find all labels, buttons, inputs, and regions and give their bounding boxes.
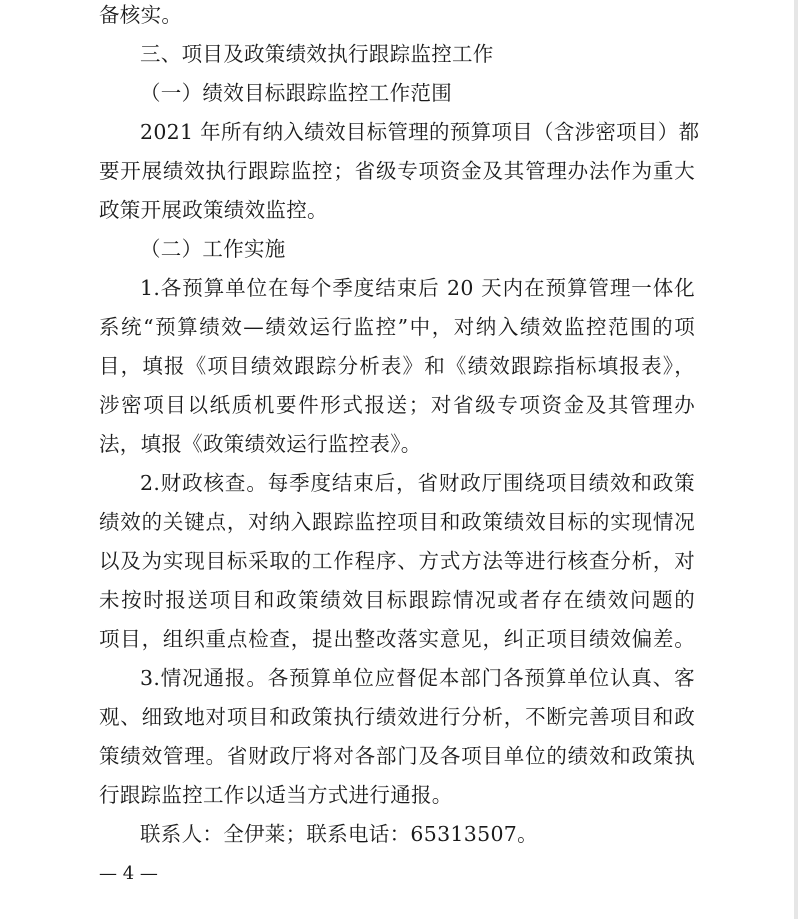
text-line: 行跟踪监控工作以适当方式进行通报。: [99, 783, 453, 807]
text-line: 要开展绩效执行跟踪监控；省级专项资金及其管理办法作为重大: [99, 159, 695, 183]
text-line: 2.财政核查。每季度结束后，省财政厅围绕项目绩效和政策: [140, 471, 695, 495]
text-line: 3.情况通报。各预算单位应督促本部门各预算单位认真、客: [140, 666, 695, 690]
sub-heading-implementation: （二）工作实施: [140, 237, 286, 261]
document-body: [99, 0, 699, 854]
text-line: 未按时报送项目和政策绩效目标跟踪情况或者存在绩效问题的: [99, 588, 695, 612]
text-line: 以及为实现目标采取的工作程序、方式方法等进行核查分析，对: [99, 549, 695, 573]
text-line: 涉密项目以纸质机要件形式报送；对省级专项资金及其管理办: [99, 393, 695, 417]
text-line: 观、细致地对项目和政策执行绩效进行分析，不断完善项目和政: [99, 705, 695, 729]
sub-heading-scope: （一）绩效目标跟踪监控工作范围: [140, 81, 452, 105]
contact-line: 联系人：全伊莱；联系电话：65313507。: [140, 822, 538, 846]
text-line: 1.各预算单位在每个季度结束后 20 天内在预算管理一体化: [140, 276, 695, 300]
text-line: 策绩效管理。省财政厅将对各部门及各项目单位的绩效和政策执: [99, 744, 695, 768]
section-heading: 三、项目及政策绩效执行跟踪监控工作: [140, 42, 494, 66]
text-line: 2021 年所有纳入绩效目标管理的预算项目（含涉密项目）都: [140, 120, 700, 144]
text-line: 备核实。: [99, 3, 183, 27]
text-line: 项目，组织重点检查，提出整改落实意见，纠正项目绩效偏差。: [99, 627, 695, 651]
page-edge-divider: [794, 0, 798, 919]
text-line: 法，填报《政策绩效运行监控表》。: [99, 432, 422, 456]
text-line: 系统“预算绩效—绩效运行监控”中，对纳入绩效监控范围的项: [99, 315, 695, 339]
text-line: 目，填报《项目绩效跟踪分析表》和《绩效跟踪指标填报表》，: [99, 354, 695, 378]
text-line: 政策开展政策绩效监控。: [99, 198, 328, 222]
page-number: — 4 —: [99, 863, 158, 884]
text-line: 绩效的关键点，对纳入跟踪监控项目和政策绩效目标的实现情况: [99, 510, 695, 534]
